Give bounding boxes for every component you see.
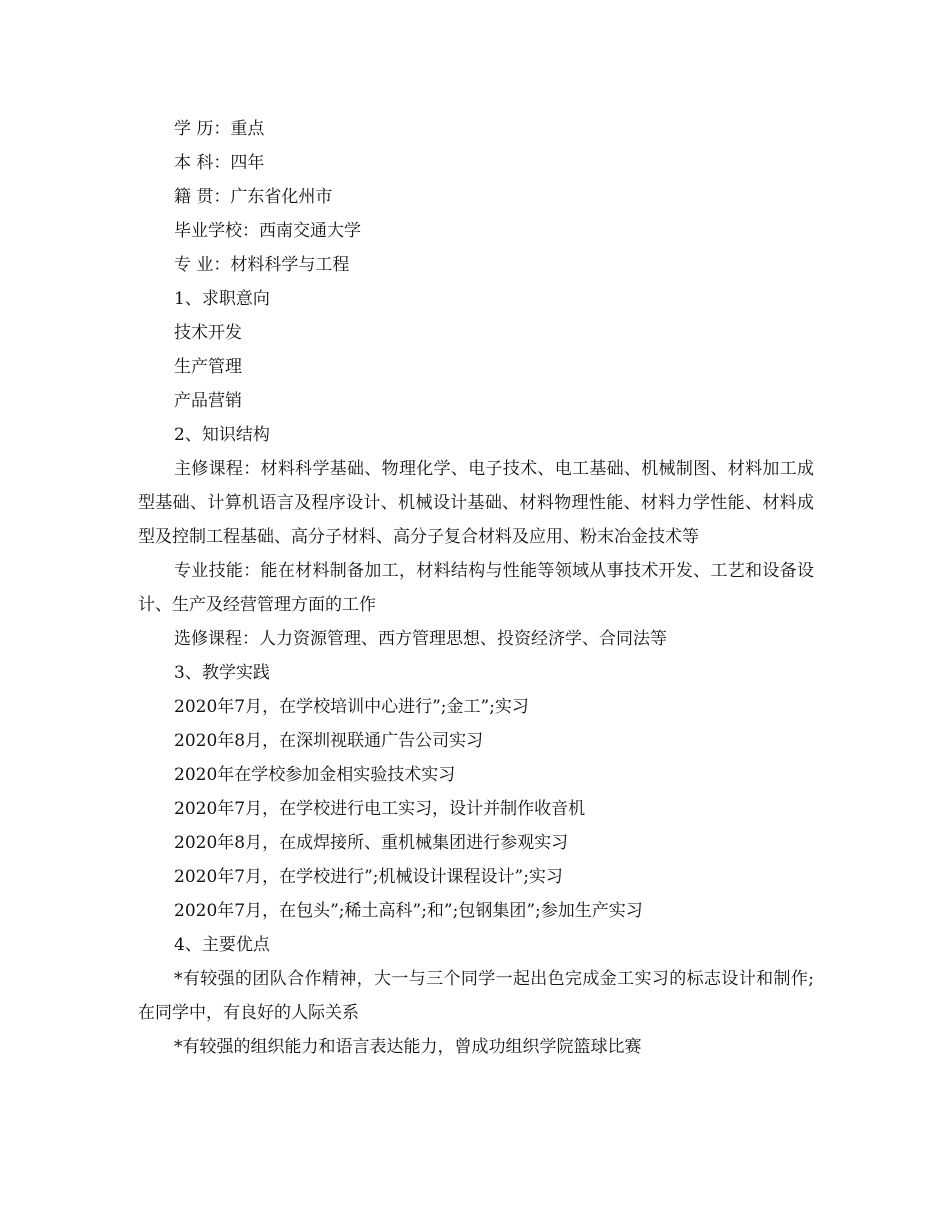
section-heading-practice: 3、教学实践 xyxy=(174,663,270,683)
job-intention-item: 技术开发 xyxy=(174,323,242,343)
strength-item: *有较强的组织能力和语言表达能力，曾成功组织学院篮球比赛 xyxy=(174,1037,642,1057)
practice-item: 2020年7月，在学校进行电工实习，设计并制作收音机 xyxy=(174,799,586,819)
info-native-place: 籍 贯：广东省化州市 xyxy=(174,187,333,207)
info-education: 学 历：重点 xyxy=(174,119,265,139)
practice-item: 2020年7月，在学校培训中心进行”;金工”;实习 xyxy=(174,697,529,717)
section-heading-knowledge: 2、知识结构 xyxy=(174,425,270,445)
section-heading-strengths: 4、主要优点 xyxy=(174,935,270,955)
strength-item: *有较强的团队合作精神，大一与三个同学一起出色完成金工实习的标志设计和制作;在同学中，有良好的人际关系 xyxy=(138,969,814,1023)
job-intention-item: 产品营销 xyxy=(174,391,242,411)
practice-item: 2020年8月，在深圳视联通广告公司实习 xyxy=(174,731,484,751)
resume-content xyxy=(138,112,814,1064)
info-school: 毕业学校：西南交通大学 xyxy=(174,221,361,241)
job-intention-item: 生产管理 xyxy=(174,357,242,377)
info-undergrad: 本 科：四年 xyxy=(174,153,265,173)
main-courses-paragraph: 主修课程：材料科学基础、物理化学、电子技术、电工基础、机械制图、材料加工成型基础、计算机语言及程序设计、机械设计基础、材料物理性能、材料力学性能、材料成型及控制工程基础、高分子材料、高分子复合材料及应用、粉末冶金技术等 xyxy=(138,459,814,547)
skills-paragraph: 专业技能：能在材料制备加工，材料结构与性能等领域从事技术开发、工艺和设备设计、生产及经营管理方面的工作 xyxy=(138,561,814,615)
practice-item: 2020年7月，在包头”;稀土高科”;和”;包钢集团”;参加生产实习 xyxy=(174,901,643,921)
section-heading-job-intention: 1、求职意向 xyxy=(174,289,270,309)
electives-line: 选修课程：人力资源管理、西方管理思想、投资经济学、合同法等 xyxy=(174,629,667,649)
practice-item: 2020年7月，在学校进行”;机械设计课程设计”;实习 xyxy=(174,867,563,887)
info-major: 专 业：材料科学与工程 xyxy=(174,255,350,275)
practice-item: 2020年在学校参加金相实验技术实习 xyxy=(174,765,456,785)
practice-item: 2020年8月，在成焊接所、重机械集团进行参观实习 xyxy=(174,833,569,853)
